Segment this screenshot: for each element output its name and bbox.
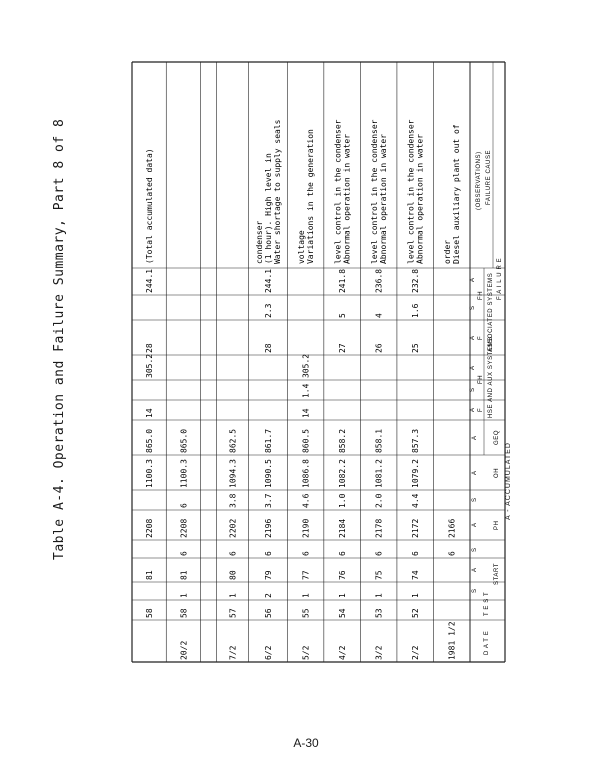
cell-start-a: 81 [145, 570, 155, 580]
header-hse-aux: HSE AND AUX SYSTEMS [488, 336, 494, 418]
header-date: D A T E [484, 630, 490, 655]
cell-oh-s: 1.0 [338, 493, 348, 508]
cell-ph-s: 6 [374, 551, 384, 556]
failure-cause-line: Variations in the generation [306, 129, 316, 264]
cell-oh-s: 3.8 [228, 493, 238, 508]
cell-ph-a: 2184 [338, 518, 348, 538]
header-asc-f: F [478, 335, 484, 340]
cell-asc-fh-a: 244.1 [263, 268, 273, 293]
page-number: A-30 [293, 736, 319, 750]
cell-test: 55 [301, 608, 311, 618]
cell-asc-fh-s: 4 [374, 313, 384, 318]
header-oh-a: A [472, 470, 478, 475]
cell-test: 52 [411, 608, 421, 618]
cell-start-a: 75 [374, 570, 384, 580]
cell-oh-s: 2.0 [374, 493, 384, 508]
cell-start-s: 2 [263, 593, 273, 598]
cell-geq-a: 858.2 [338, 428, 348, 453]
cell-ph-a: 2208 [179, 518, 189, 538]
header-hse-fh-a: A [470, 365, 476, 370]
cell-start-a: 80 [228, 570, 238, 580]
header-ph-a: A [472, 522, 478, 527]
cell-test: 58 [145, 608, 155, 618]
failure-cause-line: Abnormal operation in water [342, 133, 352, 264]
cell-asc-fh-s: 5 [338, 313, 348, 318]
cell-ph-s: 6 [411, 551, 421, 556]
table-title: Table A-4. Operation and Failure Summary, Part 8 of 8 [52, 118, 67, 560]
cell-ph-s: 6 [447, 551, 457, 556]
cell-start-s: 1 [411, 593, 421, 598]
cell-oh-a: 1081.2 [374, 459, 384, 488]
cell-oh-s: 3.7 [263, 493, 273, 508]
cell-oh-a: 1094.3 [228, 459, 238, 488]
header-geq-a: A [472, 435, 478, 440]
header-test: T E S T [484, 591, 490, 616]
cell-geq-a: 865.0 [145, 428, 155, 453]
cell-oh-a: 1082.2 [338, 459, 348, 488]
header-hse-f: F [478, 407, 484, 412]
cell-geq-a: 865.0 [179, 428, 189, 453]
failure-cause-line: voltage [297, 230, 307, 264]
cell-start-s: 1 [228, 593, 238, 598]
failure-cause-line: level control in the condenser [333, 119, 343, 264]
failure-cause-line: Diesel auxiliary plant out of [452, 124, 462, 264]
cell-geq-a: 862.5 [228, 428, 238, 453]
header-geq: GEQ [494, 429, 500, 445]
header-ph-s: S [472, 547, 478, 552]
cell-ph-s: 6 [338, 551, 348, 556]
cell-oh-s: 6 [179, 503, 189, 508]
cell-asc-f-a: 28 [263, 343, 273, 353]
cell-date: 4/2 [338, 645, 348, 660]
failure-cause-line: order [443, 239, 453, 264]
header-hse-fh: FH [478, 374, 484, 384]
cell-oh-s: 4.4 [411, 493, 421, 508]
cell-test: 58 [179, 608, 189, 618]
header-start-s: S [472, 588, 478, 593]
cell-oh-a: 1090.5 [263, 459, 273, 488]
cell-asc-fh-s: 2.3 [263, 303, 273, 318]
cell-ph-a: 2166 [447, 518, 457, 538]
cell-hse-fh-a: 305.2 [145, 353, 155, 378]
cell-start-s: 1 [338, 593, 348, 598]
cell-date: 20/2 [179, 640, 189, 660]
failure-cause-line: Abnormal operation in water [379, 133, 389, 264]
cell-hse-fh-a: 305.2 [301, 353, 311, 378]
cell-ph-a: 2178 [374, 518, 384, 538]
header-associated: ASSOCIATED SYSTEMS [488, 272, 494, 352]
cell-date: 6/2 [263, 645, 273, 660]
failure-cause-line: level control in the condenser [406, 119, 416, 264]
cell-ph-a: 2208 [145, 518, 155, 538]
cell-asc-fh-a: 236.8 [374, 268, 384, 293]
cell-geq-a: 857.3 [411, 428, 421, 453]
legend-accumulated: A - ACCUMULATED [505, 442, 512, 520]
cell-start-a: 74 [411, 570, 421, 580]
cell-start-a: 79 [263, 570, 273, 580]
cell-geq-a: 861.7 [263, 428, 273, 453]
cell-asc-fh-a: 232.8 [411, 268, 421, 293]
header-failure-cause: FAILURE CAUSE [486, 149, 492, 205]
header-hse-f-a: A [470, 407, 476, 412]
cell-test: 53 [374, 608, 384, 618]
header-oh: OH [494, 467, 500, 478]
cell-date: 3/2 [374, 645, 384, 660]
cell-date: 2/2 [411, 645, 421, 660]
cell-asc-f-a: 26 [374, 343, 384, 353]
header-start: START [494, 562, 500, 585]
cell-geq-a: 860.5 [301, 428, 311, 453]
cell-date: 1981 1/2 [447, 621, 457, 660]
cell-geq-a: 858.1 [374, 428, 384, 453]
cell-start-a: 76 [338, 570, 348, 580]
cell-start-a: 81 [179, 570, 189, 580]
cell-ph-s: 6 [301, 551, 311, 556]
header-asc-f-a: A [470, 335, 476, 340]
cell-hse-fh-s: 1.4 [301, 383, 311, 398]
cell-oh-a: 1079.2 [411, 459, 421, 488]
header-oh-s: S [472, 497, 478, 502]
header-asc-fh-a: A [470, 277, 476, 282]
header-asc-fh: FH [478, 290, 484, 300]
cell-asc-fh-s: 1.6 [411, 303, 421, 318]
header-failure: F A I L U R E [497, 257, 503, 300]
cell-asc-fh-a: 244.1 [145, 268, 155, 293]
cell-date: 5/2 [301, 645, 311, 660]
cell-ph-s: 6 [228, 551, 238, 556]
header-asc-fh-s: S [470, 305, 476, 310]
cell-oh-a: 1100.3 [179, 459, 189, 488]
cell-ph-a: 2202 [228, 518, 238, 538]
header-observations: (OBSERVATIONS) [476, 151, 482, 210]
cell-date: 7/2 [228, 645, 238, 660]
cell-test: 57 [228, 608, 238, 618]
failure-cause-line: (1 hour). High level in [263, 153, 273, 264]
cell-ph-a: 2172 [411, 518, 421, 538]
cell-oh-a: 1086.8 [301, 459, 311, 488]
cell-ph-s: 6 [263, 551, 273, 556]
failure-cause-line: Abnormal operation in water [415, 133, 425, 264]
cell-asc-f-a: 25 [411, 343, 421, 353]
cell-oh-a: 1100.3 [145, 459, 155, 488]
cell-asc-f-a: 28 [145, 343, 155, 353]
failure-cause-line: condenser [254, 220, 264, 264]
cell-ph-a: 2190 [301, 518, 311, 538]
header-ph: PH [494, 520, 500, 530]
cell-hse-f-a: 14 [301, 408, 311, 418]
cell-ph-s: 6 [179, 551, 189, 556]
failure-cause-line: Water shortage to supply seals [272, 119, 282, 264]
cell-asc-fh-a: 241.8 [338, 268, 348, 293]
cell-oh-s: 4.6 [301, 493, 311, 508]
header-start-a: A [472, 567, 478, 572]
cell-test: 56 [263, 608, 273, 618]
cell-start-s: 1 [179, 593, 189, 598]
cell-start-a: 77 [301, 570, 311, 580]
cell-start-s: 1 [301, 593, 311, 598]
cell-test: 54 [338, 608, 348, 618]
failure-cause-line: level control in the condenser [370, 119, 380, 264]
cell-ph-a: 2196 [263, 518, 273, 538]
cell-hse-f-a: 14 [145, 408, 155, 418]
cell-asc-f-a: 27 [338, 343, 348, 353]
failure-cause-line: (Total accumulated data) [145, 148, 155, 264]
cell-start-s: 1 [374, 593, 384, 598]
header-hse-fh-s: S [470, 387, 476, 392]
